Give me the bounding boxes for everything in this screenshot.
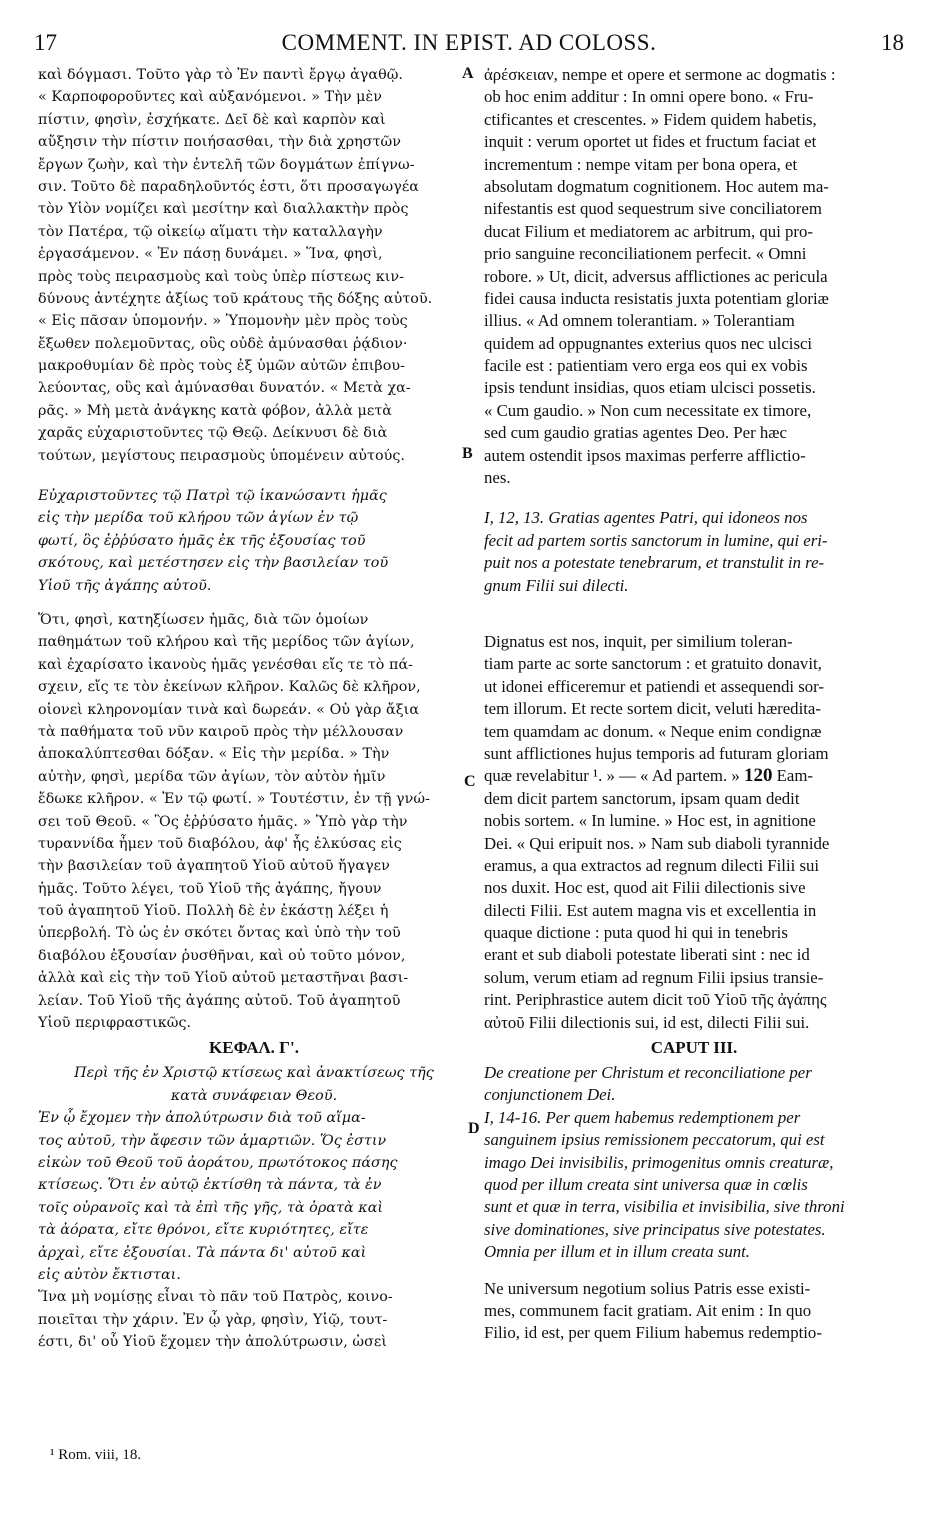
text-line: ἔξωθεν πολεμοῦντας, οὓς οὐδὲ ἀμύνασθαι ῥᾴδιον·	[38, 335, 408, 352]
text-line: Εὐχαριστοῦντες τῷ Πατρὶ τῷ ἱκανώσαντι ἡμᾶς	[38, 488, 387, 505]
text-line: tiam parte ac sorte sanctorum : et gratuito donavit,	[484, 654, 822, 674]
text-line: inquit : verum oportet ut fides et fructum faciat et	[484, 132, 817, 152]
text-line: τοῦ ἀγαπητοῦ Υἱοῦ. Πολλὴ δὲ ἐν ἑκάστῃ λέξει ἡ	[38, 903, 389, 920]
latin-scripture-2	[484, 1107, 904, 1264]
greek-paragraph-3	[38, 1286, 470, 1353]
text-line: sive dominationes, sive principatus sive potestates.	[484, 1219, 826, 1239]
text-line: absolutam dogmatum cognitionem. Hoc autem ma-	[484, 176, 829, 196]
text-line: quidem ad oppugnantes exterius quos nec ulcisci	[484, 333, 813, 353]
text-line: σκότους, καὶ μετέστησεν εἰς τὴν βασιλείαν τοῦ	[38, 555, 389, 572]
text-line: αὐτὴν, φησὶ, μερίδα τῶν ἁγίων, τὸν αὐτὸν ἡμῖν	[38, 768, 386, 785]
text-line: ἡμᾶς. Τοῦτο λέγει, τοῦ Υἱοῦ τῆς ἀγάπης, ἤγουν	[38, 880, 382, 897]
text-line: ἀποκαλύπτεσθαι δόξαν. « Εἰς τὴν μερίδα. » Τὴν	[38, 746, 390, 763]
text-line: κατὰ συνάφειαν Θεοῦ.	[170, 1087, 338, 1104]
text-line: puit nos a potestate tenebrarum, et transtulit in re-	[484, 553, 825, 573]
text-line: solum, verum etiam ad regnum Filii ipsius transie-	[484, 967, 824, 987]
latin-column	[484, 64, 904, 1345]
section-marker-b: B	[462, 445, 473, 462]
text-line: autem ostendit ipsos maximas perferre afflictio-	[484, 445, 806, 465]
text-line: sunt afflictiones hujus temporis ad futuram gloriam	[484, 743, 829, 763]
text-fragment: Eam-	[772, 766, 814, 786]
text-line: Dei. « Qui eripuit nos. » Nam sub diaboli tyrannide	[484, 833, 830, 853]
text-line: facile est : patientiam vero erga eos qui ex vobis	[484, 356, 808, 376]
text-line: dilecti Filii. Est autem magna vis et excellentia in	[484, 900, 817, 920]
text-line: διαβόλου ἐξουσίαν ῥυσθῆναι, καὶ οὐ τοῦτο μόνον,	[38, 947, 406, 964]
text-line: fidei causa inducta resistatis juxta potentiam gloriæ	[484, 288, 829, 308]
text-line: τὴν βασιλείαν τοῦ ἀγαπητοῦ Υἱοῦ αὐτοῦ ἤγαγεν	[38, 858, 390, 875]
text-line: τοῖς οὐρανοῖς καὶ τὰ ἐπὶ τῆς γῆς, τὰ ὁρατὰ καὶ	[38, 1199, 384, 1216]
text-line: εἰς τὴν μερίδα τοῦ κλήρου τῶν ἁγίων ἐν τῷ	[38, 510, 359, 527]
text-line: Περὶ τῆς ἐν Χριστῷ κτίσεως καὶ ἀνακτίσεως τῆς	[74, 1065, 434, 1082]
text-line: ἀρχαὶ, εἴτε ἐξουσίαι. Τὰ πάντα δι' αὐτοῦ καὶ	[38, 1244, 367, 1261]
text-line: nifestantis est quod sequestrum sive conciliatorem	[484, 199, 822, 219]
text-line: Ἐν ᾧ ἔχομεν τὴν ἀπολύτρωσιν διὰ τοῦ αἵμα-	[38, 1110, 366, 1127]
text-line: erant et sub diaboli potestate liberati sint : nec id	[484, 945, 810, 965]
greek-scripture-1	[38, 485, 470, 597]
text-line: ipsis tendunt insidias, quos etiam ulcisci possetis.	[484, 378, 816, 398]
text-line: ctificantes et crescentes. » Fidem quidem habetis,	[484, 109, 817, 129]
text-line: quaque dictione : puta quod hi qui in tenebris	[484, 923, 788, 943]
text-line: ἐργασάμενον. « Ἐν πάσῃ δυνάμει. » Ἵνα, φησὶ,	[38, 246, 383, 263]
text-line: σιν. Τοῦτο δὲ παραδηλοῦντός ἐστι, ὅτι προσαγωγέα	[38, 178, 420, 195]
text-line: ut idonei efficeremur et patiendi et assequendi sor-	[484, 676, 824, 696]
latin-paragraph-1	[484, 64, 904, 489]
text-line: ducat Filium et mediatorem ac arbitrum, qui pro-	[484, 221, 814, 241]
running-title: COMMENT. IN EPIST. AD COLOSS.	[281, 30, 657, 55]
text-line: μακροθυμίαν δὲ πρὸς τοὺς ἐξ ὑμῶν αὐτῶν ἐπιβου-	[38, 358, 406, 375]
text-line: rint. Periphrastice autem dicit τοῦ Υἱοῦ τῆς ἀγάπης	[484, 990, 827, 1010]
text-line: οἱονεὶ κληρονομίαν τινὰ καὶ δωρεάν. « Οὐ γὰρ ἄξια	[38, 701, 420, 718]
text-line: I, 14-16. Per quem habemus redemptionem per	[484, 1107, 801, 1127]
text-line: δύνους ἀντέχητε ἀξίως τοῦ κράτους τῆς δόξης αὐτοῦ.	[38, 290, 433, 307]
text-line: τυραννίδα ἦμεν τοῦ διαβόλου, ἀφ' ἧς ἑλκύσας εἰς	[38, 835, 402, 852]
text-line: ἀρέσκειαν, nempe et opere et sermone ac dogmatis :	[484, 65, 836, 84]
text-line: dem dicit partem sanctorum, ipsam quam dedit	[484, 788, 800, 808]
text-line: sed cum gaudio gratias agentes Deo. Per hæc	[484, 423, 787, 443]
text-line: εἰκὼν τοῦ Θεοῦ τοῦ ἀοράτου, πρωτότοκος πάσης	[38, 1154, 398, 1171]
greek-paragraph-1	[38, 64, 470, 467]
text-line: Ne universum negotium solius Patris esse existi-	[484, 1278, 811, 1298]
greek-chapter-heading: ΚΕΦΑΛ. Γ'.	[209, 1038, 299, 1058]
text-line: ἔδωκε κλῆρον. « Ἐν τῷ φωτί. » Τουτέστιν, ἐν τῇ γνώ-	[38, 791, 430, 808]
text-line: λεύοντας, οὓς καὶ ἀμύνασθαι δυνατόν. « Μετὰ χα-	[38, 380, 411, 397]
greek-paragraph-2	[38, 609, 470, 1034]
text-line: nos duxit. Hoc est, quod ait Filii dilectionis sive	[484, 878, 806, 898]
text-line: De creatione per Christum et reconciliatione per	[484, 1063, 812, 1083]
text-line: τὸν Πατέρα, τῷ οἰκείῳ αἵματι τὴν καταλλαγὴν	[38, 223, 383, 240]
text-line: σχειν, εἴς τε τὸν ἐκείνων κλῆρον. Καλῶς δὲ κλῆρον,	[38, 679, 421, 696]
text-line: incrementum : nempe vitam per bona opera, et	[484, 154, 798, 174]
text-line: ob hoc enim additur : In omni opere bono. « Fru-	[484, 87, 814, 107]
text-line: « Εἰς πᾶσαν ὑπομονήν. » Ὑπομονὴν μὲν πρὸς τοὺς	[38, 313, 408, 330]
footnote: ¹ Rom. viii, 18.	[50, 1447, 142, 1463]
text-line: έστι, δι' οὗ Υἱοῦ ἔχομεν τὴν ἀπολύτρωσιν, ὡσεὶ	[38, 1334, 388, 1351]
text-line: imago Dei invisibilis, primogenitus omnis creaturæ,	[484, 1152, 834, 1172]
greek-chapter-subhead	[38, 1062, 470, 1107]
greek-column	[38, 64, 470, 1353]
text-line: κτίσεως. Ὅτι ἐν αὐτῷ ἐκτίσθη τὰ πάντα, τὰ ἐν	[38, 1177, 382, 1194]
text-line: ρᾶς. » Μὴ μετὰ ἀνάγκης κατὰ φόβον, ἀλλὰ μετὰ	[38, 402, 393, 419]
text-line: καὶ δόγμασι. Τοῦτο γὰρ τὸ Ἐν παντὶ ἔργῳ ἀγαθῷ.	[38, 67, 404, 83]
latin-paragraph-3	[484, 1278, 904, 1345]
text-line: τὰ παθήματα τοῦ νῦν καιροῦ πρὸς τὴν μέλλουσαν	[38, 723, 404, 740]
text-line: πρὸς τοὺς πειρασμοὺς καὶ τοὺς ὑπὲρ πίστεως κιν-	[38, 268, 404, 285]
text-line: ὑπερβολή. Τὸ ὡς ἐν σκότει ὄντας καὶ ὑπὸ τὴν τοῦ	[38, 925, 401, 942]
text-line: ἀλλὰ καὶ εἰς τὴν τοῦ Υἱοῦ αὐτοῦ μεταστῆναι βασι-	[38, 970, 409, 987]
text-line: robore. » Ut, dicit, adversus afflictiones ac pericula	[484, 266, 828, 286]
text-line: illius. « Ad omnem tolerantiam. » Tolerantiam	[484, 311, 795, 331]
text-line: χαρᾶς εὐχαριστοῦντες τῷ Θεῷ. Δείκνυσι δὲ διὰ	[38, 425, 388, 442]
page-header	[30, 30, 908, 60]
text-line: Filio, id est, per quem Filium habemus redemptio-	[484, 1323, 822, 1343]
text-line: πίστιν, φησὶν, ἐσχήκατε. Δεῖ δὲ καὶ καρπὸν καὶ	[38, 111, 386, 128]
text-line: ποιεῖται τὴν χάριν. Ἐν ᾧ γὰρ, φησὶν, Υἱῷ, τουτ-	[38, 1311, 388, 1328]
latin-chapter-subhead	[484, 1062, 904, 1107]
latin-paragraph-2	[484, 631, 904, 1034]
page-number-left: 17	[34, 30, 57, 55]
text-line: Ἵνα μὴ νομίσῃς εἶναι τὸ πᾶν τοῦ Πατρὸς, κοινο-	[38, 1289, 393, 1306]
text-line: nes.	[484, 468, 511, 488]
text-line: λείαν. Τοῦ Υἱοῦ τῆς ἀγάπης αὐτοῦ. Τοῦ ἀγαπητοῦ	[38, 992, 401, 1009]
text-line: gnum Filii sui dilecti.	[484, 575, 629, 595]
text-line: conjunctionem Dei.	[484, 1085, 616, 1105]
text-line: τὰ ἀόρατα, εἴτε θρόνοι, εἴτε κυριότητες, εἴτε	[38, 1222, 369, 1239]
text-line: φωτί, ὃς ἐῤῥύσατο ἡμᾶς ἐκ τῆς ἐξουσίας τοῦ	[38, 532, 366, 549]
text-line: prio sanguine reconciliationem perfecit. « Omni	[484, 244, 807, 264]
text-line: quod per illum creata sint universa quæ in cœlis	[484, 1174, 808, 1194]
text-line: quæ revelabitur ¹. » — « Ad partem. » 120 Eam-	[484, 765, 814, 787]
text-line: « Καρποφοροῦντες καὶ αὐξανόμενοι. » Τὴν μὲν	[38, 89, 382, 106]
text-line: I, 12, 13. Gratias agentes Patri, qui idoneos nos	[484, 508, 808, 528]
text-line: « Cum gaudio. » Non cum necessitate ex timore,	[484, 400, 812, 420]
text-line: καὶ ἐχαρίσατο ἱκανοὺς ἡμᾶς γενέσθαι εἴς τε τὸ πά-	[38, 656, 414, 673]
text-line: Ὅτι, φησὶ, κατηξίωσεν ἡμᾶς, διὰ τῶν ὁμοίων	[38, 611, 369, 628]
latin-scripture-1	[484, 507, 904, 597]
section-marker-d: D	[468, 1120, 480, 1137]
text-line: αὐτοῦ Filii dilectionis sui, id est, dilecti Filii sui.	[484, 1012, 810, 1032]
text-line: Υἱοῦ τῆς ἀγάπης αὐτοῦ.	[38, 577, 212, 594]
greek-scripture-2	[38, 1107, 470, 1286]
text-line: τὸν Υἱὸν νομίζει καὶ μεσίτην καὶ διαλλακτὴν πρὸς	[38, 201, 409, 218]
text-line: tem quamdam ac donum. « Neque enim condignæ	[484, 721, 822, 741]
text-line: fecit ad partem sortis sanctorum in lumine, qui eri-	[484, 530, 828, 550]
text-line: nobis sortem. « In lumine. » Hoc est, in agnitione	[484, 811, 816, 831]
column-number: 120	[743, 765, 773, 787]
page-number-right: 18	[881, 30, 904, 55]
text-line: Dignatus est nos, inquit, per similium toleran-	[484, 631, 793, 651]
section-marker-a: A	[462, 65, 474, 82]
text-line: Omnia per illum et in illum creata sunt.	[484, 1242, 750, 1262]
latin-chapter-heading: CAPUT III.	[650, 1038, 738, 1058]
text-line: eramus, a qua extractos ad regnum dilecti Filii sui	[484, 855, 820, 875]
text-line: tem illorum. Et recte sortem dicit, veluti hæredita-	[484, 699, 821, 719]
text-line: sanguinem ipsius remissionem peccatorum, qui est	[484, 1130, 825, 1150]
text-line: αὔξησιν τὴν πίστιν ποιήσασθαι, τὴν διὰ χρηστῶν	[38, 134, 401, 151]
text-line: τος αὐτοῦ, τὴν ἄφεσιν τῶν ἁμαρτιῶν. Ὅς ἐστιν	[38, 1132, 387, 1149]
text-line: sunt et quæ in terra, visibilia et invisibilia, sive throni	[484, 1197, 845, 1217]
text-line: σει τοῦ Θεοῦ. « Ὃς ἐῤῥύσατο ἡμᾶς. » Ὑπὸ γὰρ τὴν	[38, 813, 408, 830]
text-line: Υἱοῦ περιφραστικῶς.	[38, 1015, 192, 1032]
text-line: παθημάτων τοῦ κλήρου καὶ τῆς μερίδος τῶν ἁγίων,	[38, 634, 415, 651]
text-line: τούτων, μεγίστους πειρασμοὺς ὑπομένειν αὐτούς.	[38, 447, 406, 464]
section-marker-c: C	[464, 773, 476, 790]
text-line: ἔργων ζωὴν, καὶ τὴν ἐντελῆ τῶν δογμάτων ἐπίγνω-	[38, 156, 415, 173]
text-line: mes, communem facit gratiam. Ait enim : In quo	[484, 1300, 812, 1320]
text-line: εἰς αὐτὸν ἔκτισται.	[38, 1266, 181, 1283]
